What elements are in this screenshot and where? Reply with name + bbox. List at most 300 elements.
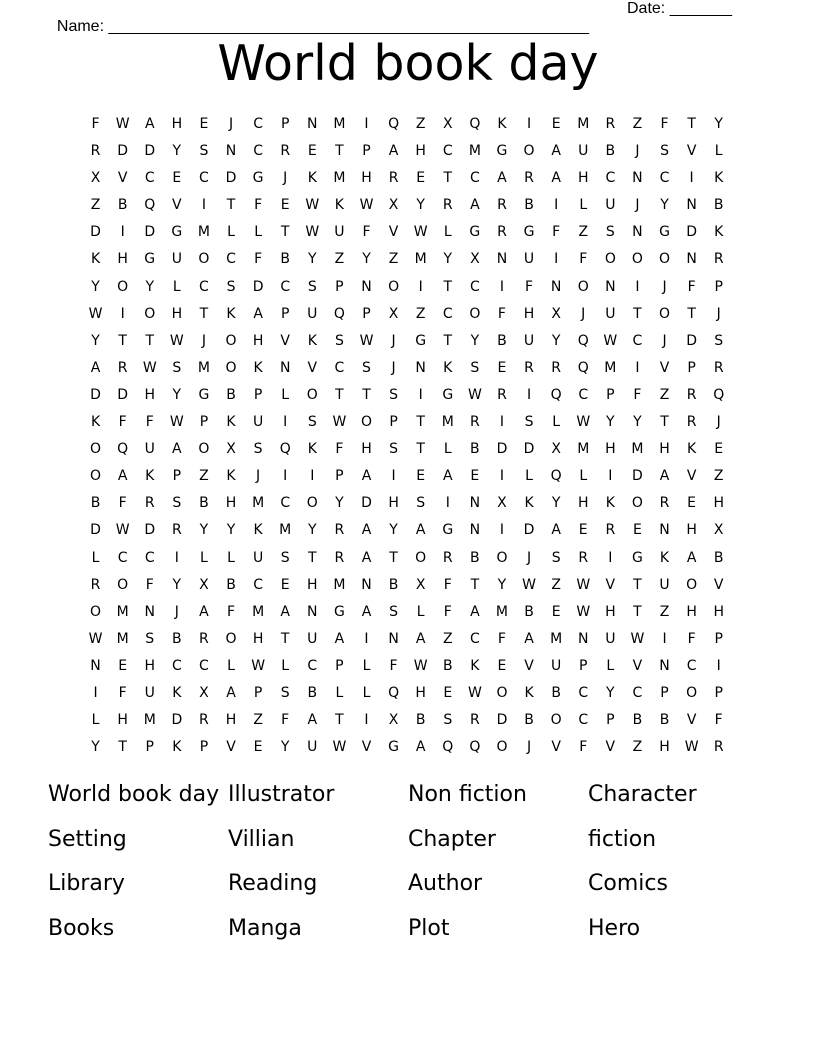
grid-cell[interactable]: E <box>578 522 588 539</box>
grid-cell[interactable]: K <box>714 224 724 241</box>
grid-cell[interactable]: G <box>442 386 454 403</box>
grid-cell[interactable]: L <box>606 657 615 674</box>
grid-cell[interactable]: K <box>714 170 724 187</box>
grid-cell[interactable]: J <box>581 305 586 322</box>
grid-cell[interactable]: Q <box>713 386 725 403</box>
grid-cell[interactable]: O <box>659 305 671 322</box>
grid-cell[interactable]: M <box>604 359 617 376</box>
grid-cell[interactable]: F <box>281 712 290 729</box>
grid-cell[interactable]: R <box>171 522 182 539</box>
grid-cell[interactable]: B <box>415 712 426 729</box>
grid-cell[interactable]: P <box>280 116 290 132</box>
grid-cell[interactable]: J <box>228 116 234 132</box>
grid-cell[interactable]: K <box>226 305 236 322</box>
grid-cell[interactable]: J <box>662 332 667 349</box>
grid-cell[interactable]: I <box>364 630 369 647</box>
grid-cell[interactable]: O <box>388 278 400 295</box>
grid-cell[interactable]: A <box>470 603 480 620</box>
grid-cell[interactable]: O <box>117 576 129 593</box>
grid-cell[interactable]: W <box>142 359 157 376</box>
grid-cell[interactable]: I <box>689 170 694 187</box>
grid-cell[interactable]: K <box>687 441 697 458</box>
grid-cell[interactable]: N <box>659 657 670 674</box>
grid-cell[interactable]: F <box>145 414 154 431</box>
grid-cell[interactable]: R <box>497 386 507 403</box>
grid-cell[interactable]: Y <box>172 143 182 160</box>
grid-cell[interactable]: O <box>306 495 318 512</box>
grid-cell[interactable]: N <box>469 522 481 539</box>
grid-cell[interactable]: O <box>577 278 589 295</box>
grid-cell[interactable]: P <box>714 278 723 295</box>
grid-cell[interactable]: P <box>687 359 696 376</box>
grid-cell[interactable]: Z <box>199 468 209 485</box>
grid-cell[interactable]: B <box>470 441 480 458</box>
grid-cell[interactable]: O <box>198 441 210 458</box>
grid-cell[interactable]: C <box>578 386 589 403</box>
grid-cell[interactable]: K <box>145 468 155 485</box>
grid-cell[interactable]: L <box>443 441 452 458</box>
grid-cell[interactable]: S <box>714 332 724 349</box>
grid-cell[interactable]: R <box>199 630 209 647</box>
grid-cell[interactable]: I <box>662 630 667 647</box>
grid-cell[interactable]: U <box>605 630 616 647</box>
grid-cell[interactable]: X <box>442 116 453 132</box>
grid-cell[interactable]: H <box>307 576 318 593</box>
grid-cell[interactable]: Z <box>578 224 589 241</box>
grid-cell[interactable]: C <box>199 278 209 295</box>
grid-cell[interactable]: L <box>362 684 371 701</box>
grid-cell[interactable]: L <box>227 657 235 674</box>
grid-cell[interactable]: M <box>252 495 265 512</box>
grid-cell[interactable]: Y <box>714 116 723 132</box>
grid-cell[interactable]: U <box>523 251 535 268</box>
grid-cell[interactable]: C <box>117 549 128 566</box>
grid-cell[interactable]: M <box>414 251 427 268</box>
grid-cell[interactable]: W <box>467 684 482 701</box>
grid-cell[interactable]: K <box>659 549 670 566</box>
grid-cell[interactable]: A <box>117 468 128 485</box>
grid-cell[interactable]: Z <box>90 197 101 214</box>
grid-cell[interactable]: I <box>310 468 315 485</box>
grid-cell[interactable]: F <box>552 224 561 241</box>
grid-cell[interactable]: Y <box>551 332 561 349</box>
grid-cell[interactable]: N <box>659 522 670 539</box>
grid-cell[interactable]: H <box>686 522 697 539</box>
grid-cell[interactable]: H <box>577 170 589 187</box>
grid-cell[interactable]: Q <box>388 684 400 701</box>
grid-cell[interactable]: V <box>632 657 643 674</box>
grid-cell[interactable]: R <box>713 739 724 756</box>
grid-cell[interactable]: R <box>144 495 155 512</box>
grid-cell[interactable]: V <box>388 224 399 241</box>
grid-cell[interactable]: H <box>415 143 426 160</box>
grid-cell[interactable]: C <box>469 630 480 647</box>
grid-cell[interactable]: T <box>389 549 398 566</box>
grid-cell[interactable]: C <box>442 143 453 160</box>
grid-cell[interactable]: D <box>496 441 508 458</box>
grid-cell[interactable]: V <box>686 143 697 160</box>
grid-cell[interactable]: A <box>442 468 453 485</box>
grid-cell[interactable]: D <box>117 386 129 403</box>
grid-cell[interactable]: P <box>335 657 344 674</box>
grid-cell[interactable]: A <box>361 468 372 485</box>
grid-cell[interactable]: W <box>630 630 645 647</box>
grid-cell[interactable]: P <box>606 386 615 403</box>
grid-cell[interactable]: K <box>307 332 317 349</box>
grid-cell[interactable]: F <box>525 278 534 295</box>
grid-cell[interactable]: T <box>443 278 453 295</box>
grid-cell[interactable]: H <box>361 441 372 458</box>
grid-cell[interactable]: V <box>659 359 670 376</box>
grid-cell[interactable]: P <box>253 684 263 701</box>
grid-cell[interactable]: R <box>280 143 291 160</box>
grid-cell[interactable]: Y <box>606 414 615 431</box>
grid-cell[interactable]: V <box>226 739 236 756</box>
grid-cell[interactable]: E <box>632 522 642 539</box>
grid-cell[interactable]: R <box>605 116 616 132</box>
grid-cell[interactable]: M <box>577 441 590 458</box>
grid-cell[interactable]: A <box>253 305 263 322</box>
grid-cell[interactable]: F <box>660 116 669 132</box>
grid-cell[interactable]: M <box>143 712 156 729</box>
grid-cell[interactable]: G <box>388 739 399 756</box>
grid-cell[interactable]: O <box>225 332 237 349</box>
grid-cell[interactable]: W <box>413 657 428 674</box>
grid-cell[interactable]: N <box>686 197 697 214</box>
grid-cell[interactable]: J <box>716 305 721 322</box>
grid-cell[interactable]: L <box>714 143 723 160</box>
grid-cell[interactable]: B <box>713 197 724 214</box>
grid-cell[interactable]: H <box>523 305 535 322</box>
grid-cell[interactable]: W <box>576 414 591 431</box>
grid-cell[interactable]: U <box>334 224 345 241</box>
grid-cell[interactable]: J <box>635 143 640 160</box>
grid-cell[interactable]: L <box>579 468 588 485</box>
grid-cell[interactable]: U <box>307 739 318 756</box>
grid-cell[interactable]: C <box>226 251 236 268</box>
grid-cell[interactable]: H <box>713 603 724 620</box>
grid-cell[interactable]: M <box>197 224 210 241</box>
grid-cell[interactable]: Y <box>551 495 561 512</box>
grid-cell[interactable]: F <box>389 657 398 674</box>
grid-cell[interactable]: G <box>523 224 535 241</box>
grid-cell[interactable]: D <box>523 441 535 458</box>
grid-cell[interactable]: B <box>524 197 534 214</box>
grid-cell[interactable]: V <box>605 576 616 593</box>
grid-cell[interactable]: Q <box>469 739 481 756</box>
grid-cell[interactable]: J <box>526 549 532 566</box>
grid-cell[interactable]: M <box>577 116 590 132</box>
grid-cell[interactable]: L <box>281 386 290 403</box>
grid-cell[interactable]: J <box>391 332 396 349</box>
grid-cell[interactable]: I <box>391 468 396 485</box>
grid-cell[interactable]: Y <box>497 576 507 593</box>
grid-cell[interactable]: S <box>443 712 453 729</box>
grid-cell[interactable]: L <box>227 549 235 566</box>
grid-cell[interactable]: I <box>554 197 559 214</box>
grid-cell[interactable]: N <box>90 657 101 674</box>
grid-cell[interactable]: O <box>686 576 698 593</box>
grid-cell[interactable]: D <box>686 332 697 349</box>
grid-cell[interactable]: E <box>253 739 263 756</box>
grid-cell[interactable]: U <box>252 549 264 566</box>
grid-cell[interactable]: Q <box>144 197 156 214</box>
grid-cell[interactable]: C <box>659 170 670 187</box>
grid-cell[interactable]: C <box>253 143 263 160</box>
grid-cell[interactable]: G <box>198 386 210 403</box>
grid-cell[interactable]: T <box>335 386 344 403</box>
grid-cell[interactable]: C <box>578 684 589 701</box>
grid-cell[interactable]: X <box>199 576 209 593</box>
grid-cell[interactable]: B <box>605 143 616 160</box>
grid-cell[interactable]: G <box>333 603 345 620</box>
grid-cell[interactable]: G <box>496 143 508 160</box>
grid-cell[interactable]: U <box>605 305 616 322</box>
grid-cell[interactable]: O <box>225 630 237 647</box>
grid-cell[interactable]: G <box>469 224 481 241</box>
grid-cell[interactable]: F <box>226 603 236 620</box>
grid-cell[interactable]: E <box>416 170 426 187</box>
grid-cell[interactable]: O <box>523 143 535 160</box>
grid-cell[interactable]: G <box>631 549 643 566</box>
grid-cell[interactable]: K <box>172 739 182 756</box>
grid-cell[interactable]: K <box>605 495 615 512</box>
grid-cell[interactable]: W <box>305 197 320 214</box>
grid-cell[interactable]: W <box>359 197 374 214</box>
grid-cell[interactable]: E <box>470 468 480 485</box>
grid-cell[interactable]: R <box>524 359 534 376</box>
grid-cell[interactable]: M <box>333 170 346 187</box>
grid-cell[interactable]: D <box>144 522 156 539</box>
grid-cell[interactable]: Y <box>199 522 209 539</box>
grid-cell[interactable]: P <box>579 657 588 674</box>
grid-cell[interactable]: C <box>199 657 209 674</box>
grid-cell[interactable]: U <box>144 441 155 458</box>
grid-cell[interactable]: O <box>144 305 156 322</box>
grid-cell[interactable]: W <box>88 630 103 647</box>
grid-cell[interactable]: B <box>632 712 643 729</box>
grid-cell[interactable]: I <box>608 549 613 566</box>
grid-cell[interactable]: R <box>442 197 453 214</box>
grid-cell[interactable]: A <box>686 549 697 566</box>
grid-cell[interactable]: B <box>713 549 724 566</box>
grid-cell[interactable]: K <box>90 414 101 431</box>
grid-cell[interactable]: H <box>252 332 264 349</box>
grid-cell[interactable]: M <box>495 603 508 620</box>
grid-cell[interactable]: R <box>524 170 534 187</box>
grid-cell[interactable]: T <box>118 739 127 756</box>
grid-cell[interactable]: A <box>415 522 426 539</box>
grid-cell[interactable]: T <box>443 332 453 349</box>
grid-cell[interactable]: K <box>443 359 453 376</box>
grid-cell[interactable]: W <box>359 332 374 349</box>
grid-cell[interactable]: K <box>307 441 317 458</box>
grid-cell[interactable]: Y <box>172 576 182 593</box>
grid-cell[interactable]: T <box>687 116 696 132</box>
grid-cell[interactable]: O <box>225 359 237 376</box>
grid-cell[interactable]: N <box>279 359 291 376</box>
grid-cell[interactable]: H <box>225 712 237 729</box>
grid-cell[interactable]: O <box>198 251 210 268</box>
grid-cell[interactable]: X <box>388 712 399 729</box>
grid-cell[interactable]: D <box>225 170 237 187</box>
grid-cell[interactable]: H <box>659 739 670 756</box>
grid-cell[interactable]: H <box>144 657 155 674</box>
grid-cell[interactable]: R <box>578 549 589 566</box>
grid-cell[interactable]: L <box>281 657 290 674</box>
grid-cell[interactable]: K <box>524 495 534 512</box>
grid-cell[interactable]: C <box>171 657 182 674</box>
grid-cell[interactable]: S <box>605 224 615 241</box>
grid-cell[interactable]: C <box>334 359 345 376</box>
grid-cell[interactable]: B <box>524 603 534 620</box>
grid-cell[interactable]: X <box>551 441 561 458</box>
grid-cell[interactable]: S <box>172 495 182 512</box>
grid-cell[interactable]: Y <box>91 332 100 349</box>
grid-cell[interactable]: Z <box>388 251 399 268</box>
grid-cell[interactable]: Z <box>415 305 426 322</box>
grid-cell[interactable]: W <box>522 576 536 593</box>
grid-cell[interactable]: C <box>253 576 263 593</box>
grid-cell[interactable]: J <box>391 359 396 376</box>
grid-cell[interactable]: Z <box>415 116 426 132</box>
grid-cell[interactable]: I <box>608 468 613 485</box>
grid-cell[interactable]: T <box>416 441 425 458</box>
grid-cell[interactable]: G <box>144 251 156 268</box>
grid-cell[interactable]: F <box>118 495 127 512</box>
grid-cell[interactable]: Y <box>308 522 317 539</box>
grid-cell[interactable]: E <box>497 657 507 674</box>
grid-cell[interactable]: E <box>551 603 561 620</box>
grid-cell[interactable]: H <box>605 441 616 458</box>
grid-cell[interactable]: F <box>91 116 100 132</box>
grid-cell[interactable]: C <box>144 170 155 187</box>
grid-cell[interactable]: X <box>388 197 399 214</box>
grid-cell[interactable]: D <box>144 224 156 241</box>
grid-cell[interactable]: Z <box>253 712 263 729</box>
grid-cell[interactable]: W <box>305 224 320 241</box>
grid-cell[interactable]: S <box>280 684 290 701</box>
grid-cell[interactable]: Z <box>551 576 561 593</box>
grid-cell[interactable]: Q <box>550 468 562 485</box>
grid-cell[interactable]: C <box>442 305 453 322</box>
grid-cell[interactable]: Y <box>145 278 155 295</box>
grid-cell[interactable]: V <box>307 359 318 376</box>
grid-cell[interactable]: I <box>283 414 288 431</box>
grid-cell[interactable]: R <box>90 576 101 593</box>
grid-cell[interactable]: T <box>280 224 290 241</box>
grid-cell[interactable]: D <box>361 495 372 512</box>
grid-cell[interactable]: T <box>660 414 669 431</box>
grid-cell[interactable]: U <box>144 684 155 701</box>
grid-cell[interactable]: E <box>172 170 182 187</box>
grid-cell[interactable]: R <box>469 712 480 729</box>
grid-cell[interactable]: J <box>662 278 667 295</box>
grid-cell[interactable]: W <box>684 739 699 756</box>
grid-cell[interactable]: O <box>631 251 643 268</box>
grid-cell[interactable]: R <box>551 359 561 376</box>
grid-cell[interactable]: S <box>199 143 209 160</box>
grid-cell[interactable]: H <box>659 441 670 458</box>
grid-cell[interactable]: A <box>144 116 155 132</box>
grid-cell[interactable]: D <box>90 224 101 241</box>
grid-cell[interactable]: F <box>443 603 452 620</box>
grid-cell[interactable]: R <box>605 522 616 539</box>
grid-cell[interactable]: I <box>526 116 532 132</box>
grid-cell[interactable]: K <box>307 170 317 187</box>
grid-cell[interactable]: Q <box>550 386 562 403</box>
grid-cell[interactable]: C <box>199 170 209 187</box>
grid-cell[interactable]: N <box>388 630 399 647</box>
grid-cell[interactable]: H <box>252 630 264 647</box>
grid-cell[interactable]: T <box>443 170 453 187</box>
grid-cell[interactable]: T <box>308 549 317 566</box>
grid-cell[interactable]: O <box>604 251 616 268</box>
grid-cell[interactable]: N <box>307 603 318 620</box>
grid-cell[interactable]: Y <box>308 251 317 268</box>
grid-cell[interactable]: T <box>118 332 127 349</box>
grid-cell[interactable]: H <box>577 495 589 512</box>
grid-cell[interactable]: D <box>632 468 643 485</box>
grid-cell[interactable]: B <box>524 712 534 729</box>
grid-cell[interactable]: P <box>145 739 154 756</box>
grid-cell[interactable]: D <box>686 224 697 241</box>
grid-cell[interactable]: B <box>90 495 101 512</box>
grid-cell[interactable]: T <box>199 305 209 322</box>
grid-cell[interactable]: Z <box>632 739 643 756</box>
grid-cell[interactable]: A <box>199 603 209 620</box>
grid-cell[interactable]: P <box>253 386 263 403</box>
grid-cell[interactable]: T <box>280 630 290 647</box>
grid-cell[interactable]: F <box>254 251 263 268</box>
grid-cell[interactable]: B <box>659 712 670 729</box>
grid-cell[interactable]: F <box>687 278 696 295</box>
grid-cell[interactable]: S <box>362 359 371 376</box>
grid-cell[interactable]: E <box>307 143 317 160</box>
grid-cell[interactable]: R <box>469 414 480 431</box>
grid-cell[interactable]: W <box>169 332 184 349</box>
grid-cell[interactable]: I <box>418 386 423 403</box>
grid-cell[interactable]: R <box>199 712 209 729</box>
grid-cell[interactable]: J <box>256 468 261 485</box>
grid-cell[interactable]: A <box>361 522 372 539</box>
grid-cell[interactable]: A <box>524 630 534 647</box>
grid-cell[interactable]: R <box>334 522 345 539</box>
grid-cell[interactable]: L <box>91 712 100 729</box>
grid-cell[interactable]: O <box>659 251 671 268</box>
grid-cell[interactable]: W <box>332 739 347 756</box>
grid-cell[interactable]: C <box>632 332 643 349</box>
grid-cell[interactable]: E <box>551 116 561 132</box>
grid-cell[interactable]: O <box>631 495 643 512</box>
grid-cell[interactable]: A <box>361 603 372 620</box>
grid-cell[interactable]: H <box>388 495 399 512</box>
grid-cell[interactable]: T <box>145 332 155 349</box>
grid-cell[interactable]: B <box>226 386 236 403</box>
grid-cell[interactable]: F <box>254 197 263 214</box>
grid-cell[interactable]: E <box>118 657 128 674</box>
grid-cell[interactable]: N <box>577 630 589 647</box>
grid-cell[interactable]: E <box>687 495 697 512</box>
grid-cell[interactable]: S <box>307 278 317 295</box>
grid-cell[interactable]: G <box>252 170 264 187</box>
grid-cell[interactable]: H <box>686 603 697 620</box>
grid-cell[interactable]: B <box>307 684 318 701</box>
name-field[interactable]: Name: ______________________________________________________ <box>56 18 589 35</box>
grid-cell[interactable]: B <box>497 332 507 349</box>
grid-cell[interactable]: T <box>633 305 642 322</box>
grid-cell[interactable]: A <box>551 143 561 160</box>
